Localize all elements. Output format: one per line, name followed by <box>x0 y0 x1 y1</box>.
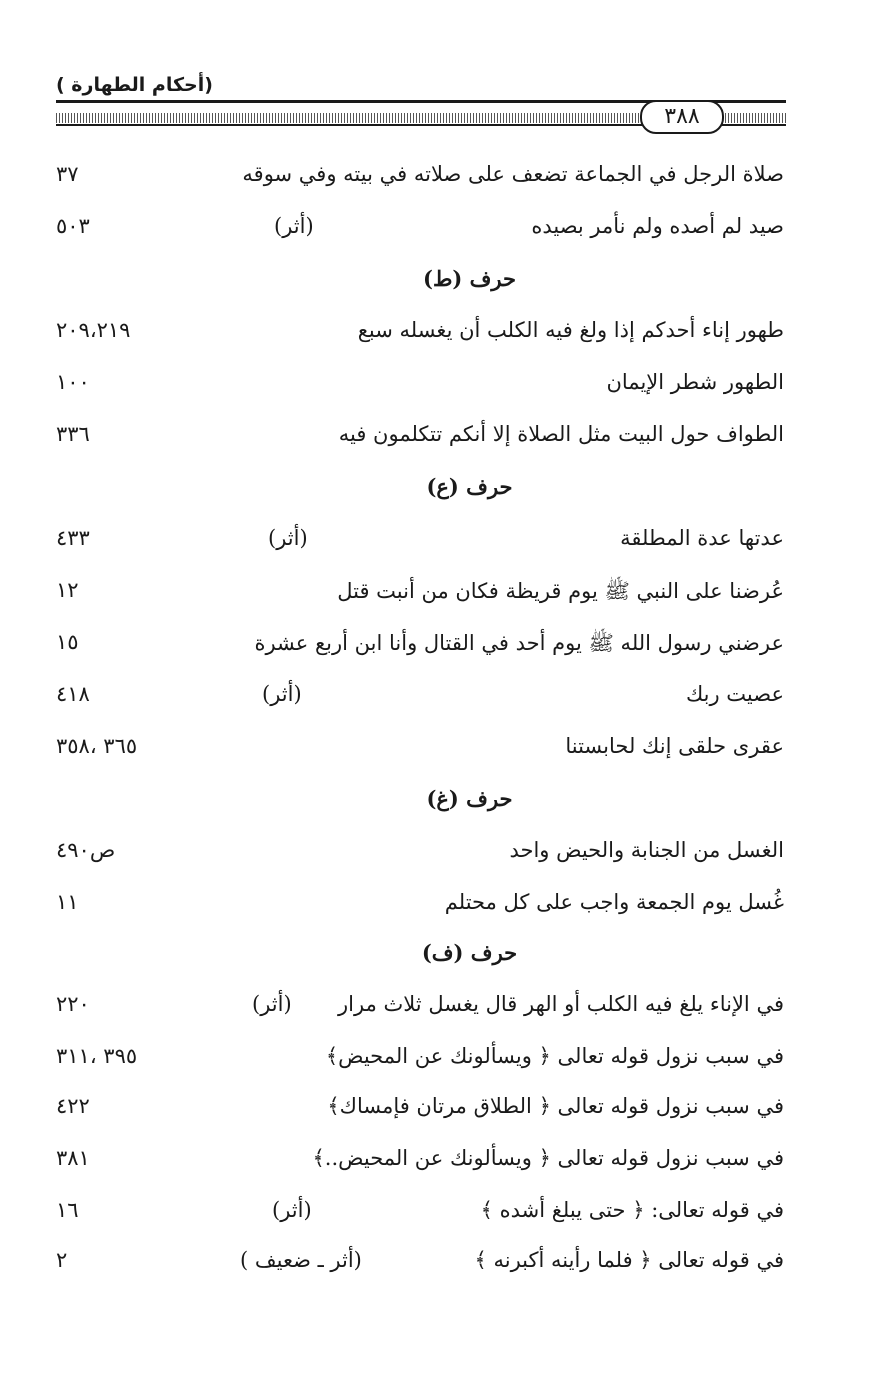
index-entry <box>56 370 784 410</box>
entry-pages: ١٦ <box>56 1198 79 1222</box>
entry-text: الطهور شطر الإيمان <box>606 370 784 394</box>
index-entry <box>56 630 784 670</box>
entry-tag: (أثر) <box>268 526 308 550</box>
entry-text: الطواف حول البيت مثل الصلاة إلا أنكم تتكلمون فيه <box>338 422 784 446</box>
entry-text: صلاة الرجل في الجماعة تضعف على صلاته في بيته وفي سوقه <box>242 162 784 186</box>
index-entry <box>56 318 784 358</box>
index-entry <box>56 1094 784 1134</box>
entry-text: في سبب نزول قوله تعالى ﴿ ويسألونك عن المحيض..﴾ <box>312 1146 784 1170</box>
entry-pages: ٣٣٦ <box>56 422 90 446</box>
entry-tag: (أثر ـ ضعيف ) <box>240 1248 362 1272</box>
entry-text: عدتها عدة المطلقة <box>620 526 784 550</box>
entry-pages: ٣٦٥ ،٣٥٨ <box>56 734 138 758</box>
running-header-title: (أحكام الطهارة ) <box>56 74 213 96</box>
index-entry <box>56 1248 784 1288</box>
entry-text: في قوله تعالى ﴿ فلما رأينه أكبرنه ﴾ <box>474 1248 784 1272</box>
entry-text: في سبب نزول قوله تعالى ﴿ الطلاق مرتان فإمساك﴾ <box>327 1094 784 1118</box>
section-heading: حرف (ط) <box>423 266 516 291</box>
index-entry <box>56 162 784 202</box>
entry-text: عُرضنا على النبي ﷺ يوم قريظة فكان من أنبت قتل <box>337 579 784 603</box>
entry-text: غُسل يوم الجمعة واجب على كل محتلم <box>444 890 784 914</box>
index-entry <box>56 992 784 1032</box>
entry-pages: ١٥ <box>56 630 79 654</box>
section-heading: حرف (ف) <box>421 940 518 965</box>
entry-pages: ٥٠٣ <box>56 214 90 238</box>
entry-text: في الإناء يلغ فيه الكلب أو الهر قال يغسل ثلاث مرار <box>338 992 784 1016</box>
page-number: ٣٨٨ <box>640 100 724 134</box>
entry-pages: ٣٧ <box>56 162 79 186</box>
entry-text: طهور إناء أحدكم إذا ولغ فيه الكلب أن يغسله سبع <box>357 318 784 342</box>
entry-pages: ٤٢٢ <box>56 1094 90 1118</box>
entry-tag: (أثر) <box>262 682 302 706</box>
index-entry <box>56 838 784 878</box>
entry-text: عقرى حلقى إنك لحابستنا <box>565 734 784 758</box>
entry-text: في قوله تعالى: ﴿ حتى يبلغ أشده ﴾ <box>480 1198 784 1222</box>
index-entry <box>56 734 784 774</box>
index-entry <box>56 890 784 930</box>
entry-pages: ص٤٩٠ <box>56 838 116 862</box>
section-heading: حرف (غ) <box>426 786 513 811</box>
index-entry <box>56 214 784 254</box>
entry-pages: ٢ <box>56 1248 68 1272</box>
index-entry <box>56 1044 784 1084</box>
entry-text: في سبب نزول قوله تعالى ﴿ ويسألونك عن المحيض﴾ <box>325 1044 784 1068</box>
entry-tag: (أثر) <box>252 992 292 1016</box>
index-entry <box>56 1198 784 1238</box>
entry-text: عصيت ربك <box>685 682 784 706</box>
entry-pages: ١٠٠ <box>56 370 90 394</box>
index-entry <box>56 682 784 722</box>
entry-tag: (أثر) <box>272 1198 312 1222</box>
entry-pages: ٤٣٣ <box>56 526 90 550</box>
entry-pages: ٢٠٩،٢١٩ <box>56 318 131 342</box>
entry-text: عرضني رسول الله ﷺ يوم أحد في القتال وأنا ابن أربع عشرة <box>254 631 784 655</box>
entry-text: صيد لم أصده ولم نأمر بصيده <box>531 214 784 238</box>
index-entry <box>56 1146 784 1186</box>
index-entry <box>56 422 784 462</box>
entry-pages: ١١ <box>56 890 79 914</box>
section-heading: حرف (ع) <box>426 474 513 499</box>
entry-tag: (أثر) <box>274 214 314 238</box>
index-entry <box>56 526 784 566</box>
entry-pages: ٢٢٠ <box>56 992 90 1016</box>
entry-pages: ٤١٨ <box>56 682 90 706</box>
entry-pages: ٣٨١ <box>56 1146 90 1170</box>
index-entry <box>56 578 784 618</box>
entry-pages: ١٢ <box>56 578 79 602</box>
entry-pages: ٣٩٥ ،٣١١ <box>56 1044 138 1068</box>
entry-text: الغسل من الجنابة والحيض واحد <box>509 838 784 862</box>
